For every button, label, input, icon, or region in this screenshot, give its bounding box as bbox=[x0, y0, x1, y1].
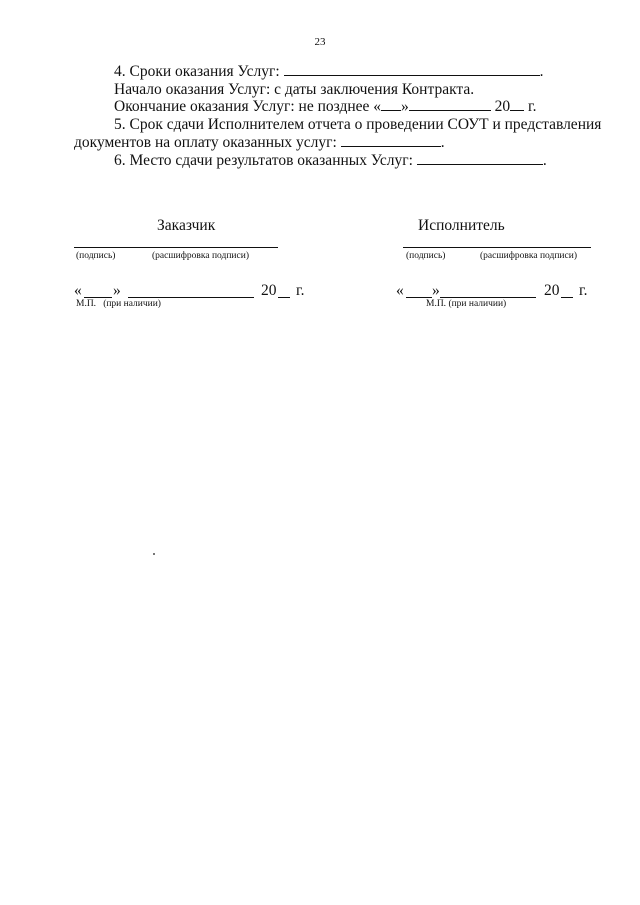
terms-end: . bbox=[539, 63, 544, 80]
end-prefix: Окончание оказания Услуг: не позднее « bbox=[114, 98, 382, 115]
contractor-stamp-note: (при наличии) bbox=[448, 299, 507, 309]
end-day-blank bbox=[381, 98, 401, 111]
customer-stamp-note: (при наличии) bbox=[103, 299, 161, 309]
customer-month-blank bbox=[128, 297, 254, 298]
start-line: Начало оказания Услуг: с даты заключения Контракта. bbox=[114, 81, 475, 98]
report-blank bbox=[341, 134, 441, 147]
place-label: 6. Место сдачи результатов оказанных Услуг: bbox=[114, 152, 413, 169]
customer-year-suffix: г. bbox=[296, 282, 305, 299]
customer-decode-label: (расшифровка подписи) bbox=[152, 251, 249, 261]
customer-stamp bbox=[76, 299, 161, 309]
end-suffix: г. bbox=[528, 98, 537, 115]
place-end: . bbox=[542, 152, 547, 169]
report-line-1: 5. Срок сдачи Исполнителем отчета о проведении СОУТ и представления bbox=[114, 116, 602, 133]
customer-quote-close: » bbox=[113, 282, 121, 299]
customer-sign-label: (подпись) bbox=[76, 251, 116, 261]
contractor-stamp-label: М.П. bbox=[426, 299, 447, 309]
contractor-signature-line bbox=[403, 247, 591, 248]
contractor-title: Исполнитель bbox=[418, 217, 505, 234]
customer-year-blank bbox=[278, 297, 290, 298]
scan-speck bbox=[153, 553, 155, 555]
contractor-month-blank bbox=[440, 297, 536, 298]
contractor-day-blank bbox=[406, 297, 432, 298]
customer-signature-line bbox=[74, 247, 278, 248]
end-line bbox=[114, 98, 537, 116]
terms-label: 4. Сроки оказания Услуг: bbox=[114, 63, 280, 80]
customer-title: Заказчик bbox=[157, 217, 216, 234]
contractor-year: 20 bbox=[544, 282, 560, 299]
customer-quote-open: « bbox=[74, 282, 82, 299]
customer-year: 20 bbox=[261, 282, 277, 299]
terms-line bbox=[114, 63, 543, 81]
report-end: . bbox=[440, 134, 445, 151]
contractor-quote-close: » bbox=[432, 282, 440, 299]
end-year: 20 bbox=[494, 98, 511, 115]
contractor-year-suffix: г. bbox=[579, 282, 588, 299]
report-line-2 bbox=[74, 134, 445, 152]
end-month-blank bbox=[409, 98, 491, 111]
page-number: 23 bbox=[314, 36, 326, 48]
contractor-stamp bbox=[426, 299, 506, 309]
contractor-quote-open: « bbox=[396, 282, 404, 299]
end-year-blank bbox=[510, 98, 524, 111]
terms-blank bbox=[284, 63, 540, 76]
contractor-decode-label: (расшифровка подписи) bbox=[480, 251, 577, 261]
end-mid: » bbox=[401, 98, 409, 115]
customer-stamp-label: М.П. bbox=[76, 299, 97, 309]
customer-day-blank bbox=[84, 297, 112, 298]
contractor-year-blank bbox=[561, 297, 573, 298]
place-line bbox=[114, 152, 547, 170]
place-blank bbox=[417, 152, 543, 165]
contractor-sign-label: (подпись) bbox=[406, 251, 446, 261]
report-label: документов на оплату оказанных услуг: bbox=[74, 134, 337, 151]
